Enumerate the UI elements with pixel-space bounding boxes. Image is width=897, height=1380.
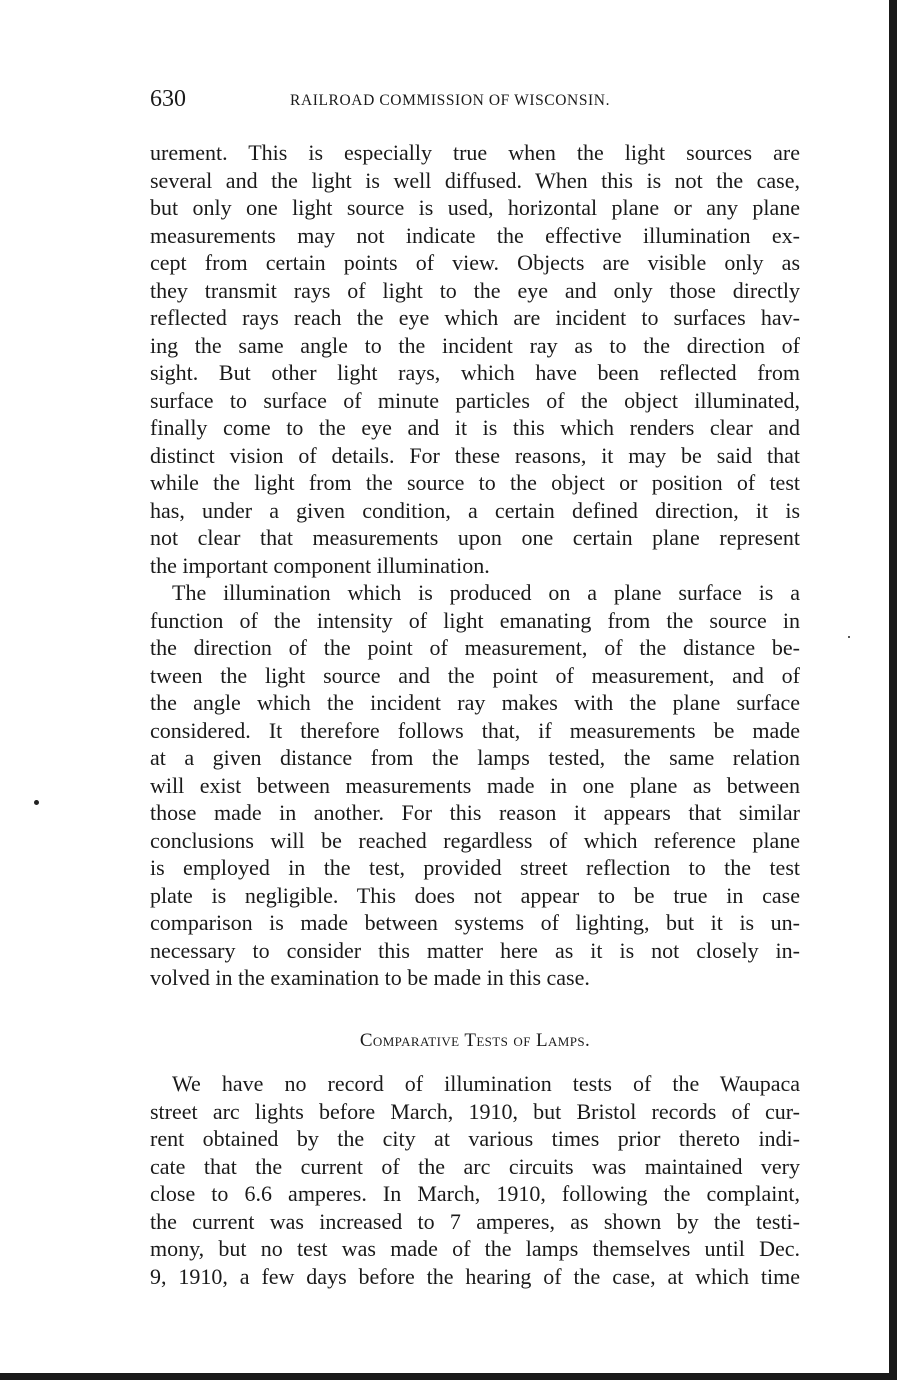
text-line: plate is negligible. This does not appear to be true in case: [150, 882, 800, 908]
text-line: surface to surface of minute particles of the object illuminated,: [150, 387, 800, 413]
running-head: RAILROAD COMMISSION OF WISCONSIN.: [290, 92, 611, 109]
text-line: the current was increased to 7 amperes, as shown by the testi-: [150, 1208, 800, 1234]
text-line: but only one light source is used, horizontal plane or any plane: [150, 195, 800, 220]
text-line: cept from certain points of view. Objects are visible only as: [150, 250, 800, 275]
text-line: they transmit rays of light to the eye and only those directly: [150, 277, 800, 303]
text-line: the important component illumination.: [150, 552, 490, 578]
body-text: [150, 139, 800, 992]
text-line: rent obtained by the city at various times prior thereto indi-: [150, 1126, 800, 1151]
text-line: reflected rays reach the eye which are incident to surfaces hav-: [150, 305, 800, 330]
text-line: tween the light source and the point of measurement, and of: [150, 662, 800, 688]
text-line: conclusions will be reached regardless of which reference plane: [150, 827, 800, 853]
text-line: is employed in the test, provided street reflection to the test: [150, 855, 800, 880]
text-line: several and the light is well diffused. When this is not the case,: [150, 167, 800, 193]
text-line: 9, 1910, a few days before the hearing of the case, at which time: [150, 1263, 800, 1289]
text-line: volved in the examination to be made in this case.: [150, 965, 590, 990]
page-header: [150, 84, 800, 118]
text-line: considered. It therefore follows that, if measurements be made: [150, 717, 800, 743]
section-heading: Comparative Tests of Lamps.: [359, 1030, 591, 1051]
text-line: not clear that measurements upon one certain plane represent: [150, 525, 800, 550]
text-line: has, under a given condition, a certain defined direction, it is: [150, 497, 800, 523]
text-line: the direction of the point of measurement, of the distance be-: [150, 635, 800, 660]
text-line: comparison is made between systems of lighting, but it is un-: [150, 910, 800, 935]
text-line: function of the intensity of light emanating from the source in: [150, 607, 800, 633]
text-line: sight. But other light rays, which have been reflected from: [150, 360, 800, 385]
text-line: necessary to consider this matter here as it is not closely in-: [150, 937, 800, 963]
text-line: ing the same angle to the incident ray as to the direction of: [150, 332, 800, 358]
text-line: measurements may not indicate the effective illumination ex-: [150, 222, 800, 248]
text-line: will exist between measurements made in one plane as between: [150, 772, 800, 798]
text-line: close to 6.6 amperes. In March, 1910, following the complaint,: [150, 1181, 800, 1206]
text-line: those made in another. For this reason it appears that similar: [150, 800, 800, 825]
text-line: at a given distance from the lamps tested, the same relation: [150, 745, 800, 770]
scan-edge-right: [889, 0, 897, 1380]
text-line: while the light from the source to the object or position of test: [150, 470, 800, 495]
text-line: distinct vision of details. For these reasons, it may be said that: [150, 442, 800, 468]
text-line: The illumination which is produced on a plane surface is a: [172, 580, 800, 605]
body-text-continued: [150, 1070, 800, 1290]
text-line: mony, but no test was made of the lamps themselves until Dec.: [150, 1236, 800, 1261]
text-line: finally come to the eye and it is this which renders clear and: [150, 415, 800, 440]
ink-speck: [34, 800, 39, 805]
text-line: We have no record of illumination tests of the Waupaca: [172, 1071, 800, 1096]
text-line: the angle which the incident ray makes with the plane surface: [150, 690, 800, 715]
page-number: 630: [150, 86, 186, 112]
text-line: cate that the current of the arc circuits was maintained very: [150, 1153, 800, 1179]
scan-edge-bottom: [0, 1373, 897, 1380]
text-line: urement. This is especially true when the light sources are: [150, 140, 800, 165]
text-line: street arc lights before March, 1910, but Bristol records of cur-: [150, 1098, 800, 1124]
ink-speck: [848, 636, 850, 638]
